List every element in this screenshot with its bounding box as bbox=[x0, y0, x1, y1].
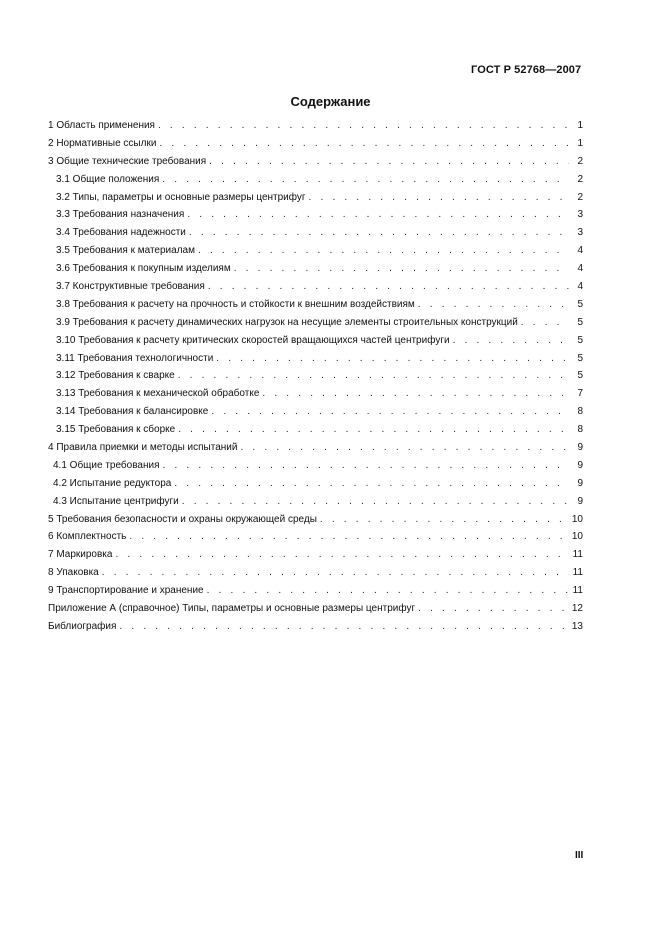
toc-entry[interactable] bbox=[48, 332, 583, 350]
toc-entry-page: 9 bbox=[577, 442, 583, 454]
toc-dot-leader bbox=[418, 600, 569, 618]
toc-entry-page: 5 bbox=[577, 298, 583, 310]
toc-dot-leader bbox=[119, 618, 569, 636]
toc-entry[interactable] bbox=[48, 117, 583, 135]
toc-dot-leader bbox=[129, 528, 569, 546]
toc-entry-page: 5 bbox=[577, 370, 583, 382]
toc-dot-leader bbox=[115, 546, 569, 564]
toc-dot-leader bbox=[178, 421, 569, 439]
toc-entry-page: 4 bbox=[577, 281, 583, 293]
toc-entry-page: 5 bbox=[577, 316, 583, 328]
toc-entry[interactable] bbox=[48, 314, 583, 332]
toc-dot-leader bbox=[178, 367, 569, 385]
table-of-contents bbox=[48, 117, 583, 636]
toc-dot-leader bbox=[158, 117, 569, 135]
toc-dot-leader bbox=[209, 153, 569, 171]
toc-entry-page: 4 bbox=[577, 263, 583, 275]
toc-dot-leader bbox=[320, 511, 569, 529]
toc-entry-title: 3.11 Требования технологичности bbox=[56, 352, 214, 364]
toc-entry[interactable] bbox=[48, 439, 583, 457]
toc-entry[interactable] bbox=[48, 403, 583, 421]
toc-entry-page: 5 bbox=[577, 352, 583, 364]
toc-title: Содержание bbox=[290, 94, 371, 109]
toc-entry[interactable] bbox=[48, 600, 583, 618]
toc-entry[interactable] bbox=[48, 171, 583, 189]
toc-entry-title: 3.6 Требования к покупным изделиям bbox=[56, 263, 231, 275]
toc-entry[interactable] bbox=[48, 153, 583, 171]
toc-entry[interactable] bbox=[48, 618, 583, 636]
toc-dot-leader bbox=[198, 242, 569, 260]
toc-entry-page: 5 bbox=[577, 334, 583, 346]
toc-entry-title: 3.13 Требования к механической обработке bbox=[56, 388, 260, 400]
toc-entry-title: 3.7 Конструктивные требования bbox=[56, 281, 205, 293]
toc-entry-title: 3.1 Общие положения bbox=[56, 173, 160, 185]
toc-entry[interactable] bbox=[48, 189, 583, 207]
toc-dot-leader bbox=[240, 439, 569, 457]
toc-entry-title: 3.3 Требования назначения bbox=[56, 209, 185, 221]
toc-entry-title: 3 Общие технические требования bbox=[48, 155, 207, 167]
toc-entry-title: 3.2 Типы, параметры и основные размеры центрифуг bbox=[56, 191, 306, 203]
toc-entry-page: 1 bbox=[577, 120, 583, 131]
toc-entry[interactable] bbox=[48, 385, 583, 403]
toc-entry-page: 7 bbox=[577, 388, 583, 400]
toc-entry-page: 2 bbox=[577, 191, 583, 203]
toc-dot-leader bbox=[174, 475, 569, 493]
toc-dot-leader bbox=[182, 493, 569, 511]
toc-entry[interactable] bbox=[48, 224, 583, 242]
toc-entry-page: 11 bbox=[572, 567, 583, 579]
toc-dot-leader bbox=[216, 350, 569, 368]
toc-entry-page: 9 bbox=[577, 459, 583, 471]
toc-dot-leader bbox=[211, 403, 569, 421]
toc-entry-title: 1 Область применения bbox=[48, 120, 155, 131]
toc-dot-leader bbox=[208, 278, 569, 296]
toc-entry-page: 4 bbox=[577, 245, 583, 257]
toc-entry-title: 3.4 Требования надежности bbox=[56, 227, 186, 239]
toc-entry[interactable] bbox=[48, 475, 583, 493]
toc-entry-page: 10 bbox=[571, 513, 583, 525]
toc-entry-page: 9 bbox=[577, 495, 583, 507]
toc-entry-page: 1 bbox=[577, 137, 583, 149]
toc-entry[interactable] bbox=[48, 421, 583, 439]
toc-entry-title: Библиография bbox=[48, 620, 117, 632]
toc-entry[interactable] bbox=[48, 511, 583, 529]
toc-entry-title: 9 Транспортирование и хранение bbox=[48, 585, 204, 597]
toc-dot-leader bbox=[162, 171, 569, 189]
toc-entry-page: 8 bbox=[577, 406, 583, 418]
toc-entry-title: 8 Упаковка bbox=[48, 567, 99, 579]
toc-entry-title: 4 Правила приемки и методы испытаний bbox=[48, 442, 238, 454]
toc-entry-title: 2 Нормативные ссылки bbox=[48, 137, 157, 149]
toc-entry-title: 3.15 Требования к сборке bbox=[56, 424, 176, 436]
toc-entry-title: 3.12 Требования к сварке bbox=[56, 370, 175, 382]
toc-dot-leader bbox=[521, 314, 569, 332]
toc-entry-page: 9 bbox=[577, 477, 583, 489]
toc-entry[interactable] bbox=[48, 528, 583, 546]
toc-entry[interactable] bbox=[48, 350, 583, 368]
toc-entry[interactable] bbox=[48, 564, 583, 582]
toc-entry-page: 3 bbox=[577, 209, 583, 221]
toc-entry-page: 10 bbox=[571, 531, 583, 543]
toc-dot-leader bbox=[418, 296, 569, 314]
toc-dot-leader bbox=[163, 457, 569, 475]
toc-entry[interactable] bbox=[48, 206, 583, 224]
toc-entry-title: 7 Маркировка bbox=[48, 549, 113, 561]
toc-entry-title: 4.1 Общие требования bbox=[53, 459, 160, 471]
toc-entry[interactable] bbox=[48, 367, 583, 385]
toc-entry[interactable] bbox=[48, 260, 583, 278]
toc-entry[interactable] bbox=[48, 135, 583, 153]
toc-dot-leader bbox=[234, 260, 569, 278]
toc-entry[interactable] bbox=[48, 493, 583, 511]
toc-entry-page: 2 bbox=[577, 173, 583, 185]
toc-entry-title: 4.2 Испытание редуктора bbox=[53, 477, 172, 489]
toc-dot-leader bbox=[453, 332, 569, 350]
toc-dot-leader bbox=[207, 582, 569, 600]
toc-dot-leader bbox=[187, 206, 569, 224]
toc-entry[interactable] bbox=[48, 546, 583, 564]
toc-entry-title: 3.10 Требования к расчету критических скоростей вращающихся частей центрифуги bbox=[56, 334, 450, 346]
toc-entry[interactable] bbox=[48, 242, 583, 260]
toc-entry-title: 6 Комплектность bbox=[48, 531, 127, 543]
toc-entry-title: 3.5 Требования к материалам bbox=[56, 245, 195, 257]
toc-entry-title: 3.8 Требования к расчету на прочность и стойкости к внешним воздействиям bbox=[56, 298, 415, 310]
toc-entry-page: 11 bbox=[572, 585, 583, 597]
toc-dot-leader bbox=[309, 189, 569, 207]
toc-entry-title: 4.3 Испытание центрифуги bbox=[53, 495, 179, 507]
toc-entry[interactable] bbox=[48, 296, 583, 314]
toc-entry-page: 2 bbox=[577, 155, 583, 167]
toc-dot-leader bbox=[159, 135, 569, 153]
toc-entry[interactable] bbox=[48, 582, 583, 600]
toc-entry-title: Приложение А (справочное) Типы, параметры и основные размеры центрифуг bbox=[48, 603, 416, 615]
toc-dot-leader bbox=[189, 224, 569, 242]
toc-entry-title: 3.9 Требования к расчету динамических нагрузок на несущие элементы строительных конструкций bbox=[56, 316, 518, 328]
toc-entry[interactable] bbox=[48, 457, 583, 475]
toc-entry-page: 8 bbox=[577, 424, 583, 436]
toc-entry-title: 5 Требования безопасности и охраны окружающей среды bbox=[48, 513, 317, 525]
toc-dot-leader bbox=[262, 385, 569, 403]
page-number: III bbox=[575, 850, 584, 861]
toc-entry-page: 11 bbox=[572, 549, 583, 561]
toc-entry-page: 12 bbox=[571, 603, 583, 615]
toc-entry[interactable] bbox=[48, 278, 583, 296]
toc-entry-page: 3 bbox=[577, 227, 583, 239]
standard-number: ГОСТ Р 52768—2007 bbox=[471, 64, 582, 76]
toc-entry-title: 3.14 Требования к балансировке bbox=[56, 406, 209, 418]
toc-dot-leader bbox=[102, 564, 569, 582]
toc-entry-page: 13 bbox=[571, 620, 583, 632]
